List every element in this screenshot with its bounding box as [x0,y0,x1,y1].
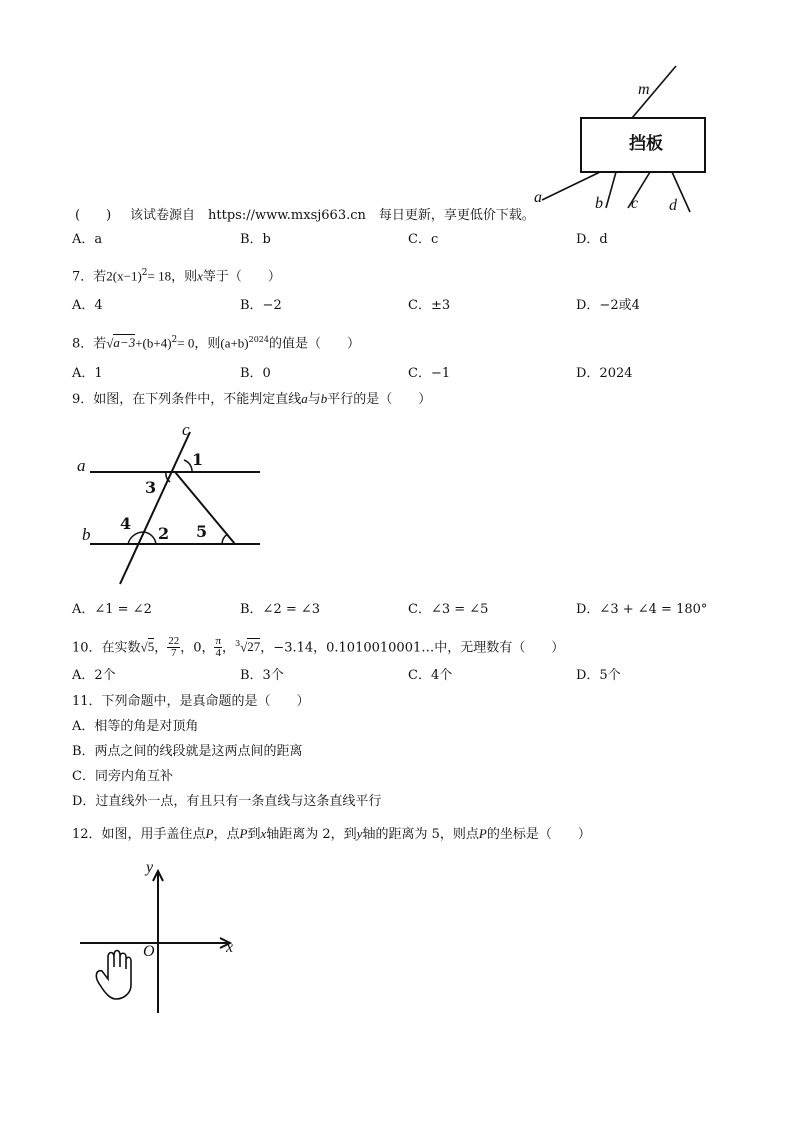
hand-icon [96,951,131,1000]
angle-1-arc [184,460,192,472]
angle-2-arc [144,532,156,544]
q8-option-a: A．1 [72,366,103,381]
q9-option-a: A．∠1 = ∠2 [72,602,152,617]
label-b: b [595,195,603,212]
q10-option-c: C．4个 [408,668,453,683]
coordinate-figure [78,855,248,1020]
transversal-c [120,432,190,584]
board-figure [520,60,700,220]
label-d: d [669,197,677,214]
q9-angle-4: 4 [120,514,132,533]
q9-angle-3: 3 [145,478,157,497]
q9-stem: 9．如图，在下列条件中，不能判定直线a与b平行的是（ ） [72,391,432,407]
q8-option-c: C．−1 [408,366,451,381]
q9-angle-1: 1 [192,450,204,469]
q9-label-c: c [182,420,190,439]
q10-option-a: A．2个 [72,668,116,683]
q6-option-d: D．d [576,232,608,247]
q7-option-b: B．−2 [240,298,282,313]
q9-angle-2: 2 [158,524,170,543]
q7-stem: 7．若$2(x-1)^2= 18$，则x等于（ ） [72,268,281,285]
board-label: 挡板 [629,134,663,154]
y-axis-label: y [146,859,154,876]
watermark-text: 该试卷源自 https://www.mxsj663.cn 每日更新，享更低价下载。 [130,208,535,223]
q6-option-a: A．a [72,232,103,247]
label-c: c [631,195,639,212]
label-m: m [638,81,650,98]
q7-option-c: C．±3 [408,298,451,313]
parallel-lines-figure [70,420,270,590]
q6-paren: ( ) [75,208,112,223]
q9-label-a: a [77,456,86,475]
q10-option-b: B．3个 [240,668,284,683]
q7-option-d: D．−2或4 [576,298,640,313]
q6-option-b: B．b [240,232,271,247]
q7-option-a: A．4 [72,298,103,313]
line-a [542,172,600,200]
q11-option-a: A．相等的角是对顶角 [72,719,199,734]
x-axis-label: x [226,939,234,956]
q9-option-d: D．∠3 + ∠4 = 180° [576,602,708,617]
origin-label: O [143,943,155,960]
q11-option-b: B．两点之间的线段就是这两点间的距离 [72,744,303,759]
q10-stem: 10．在实数√5， $\frac{22}{7}$ ，0， $\frac{\pi}{4}$ ，$^3$√27，−3.14，0.1010010001…中，无理数有（ ） [72,635,565,660]
q12-stem: 12．如图，用手盖住点P，点P到x轴距离为 2，到y轴的距离为 5，则点P的坐标是（ ） [72,826,591,842]
q11-option-c: C．同旁内角互补 [72,769,173,784]
line-b [606,172,616,208]
q11-option-d: D．过直线外一点，有且只有一条直线与这条直线平行 [72,794,382,809]
q8-option-b: B．0 [240,366,271,381]
q9-label-b: b [82,525,91,544]
q11-stem: 11．下列命题中，是真命题的是（ ） [72,694,310,709]
q8-stem: 8．若$√a-3+(b+4)^2= 0$，则$(a+b)^{2024}$的值是（ ） [72,335,360,352]
q9-option-c: C．∠3 = ∠5 [408,602,489,617]
q9-option-b: B．∠2 = ∠3 [240,602,321,617]
q8-option-d: D．2024 [576,366,633,381]
q6-option-c: C．c [408,232,439,247]
q9-angle-5: 5 [196,522,208,541]
q10-option-d: D．5个 [576,668,621,683]
label-a: a [534,189,542,206]
